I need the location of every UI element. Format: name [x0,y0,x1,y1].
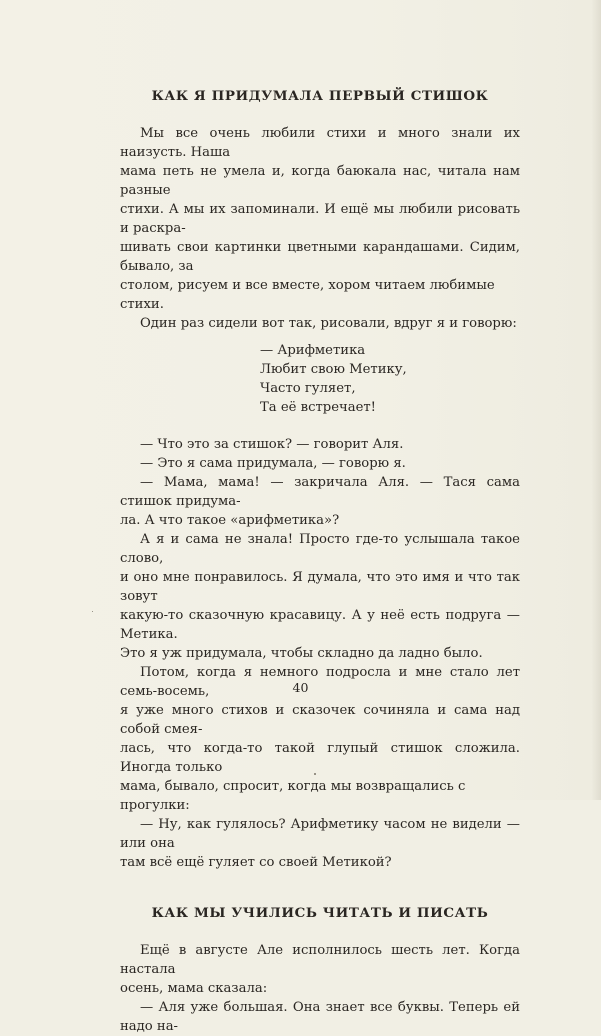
verse-line: Любит свою Метику, [260,362,407,377]
paragraph-line: Ещё в августе Але исполнилось шесть лет. Когда настала [120,943,520,977]
paragraph-intro-line-3: стихи. А мы их запоминали. И ещё мы любили рисовать и раскра- [120,202,520,236]
dialog-line: — Мама, мама! — закричала Аля. — Тася сама стишок придума- [120,475,520,509]
dialog-line: ла. А что такое «арифметика»? [120,513,340,528]
paragraph-line: осень, мама сказала: [120,981,268,996]
paragraph-line: Это я уж придумала, чтобы складно да ладно было. [120,646,483,661]
dialog-line: — Что это за стишок? — говорит Аля. [140,437,404,452]
paragraph-intro-line-2: мама петь не умела и, когда баюкала нас, читала нам разные [120,164,520,198]
paragraph-line: А я и сама не знала! Просто где-то услышала такое слово, [120,532,520,566]
paragraph-intro-line-5: столом, рисуем и все вместе, хором читаем любимые стихи. [120,278,495,312]
dialog-line: — Аля уже большая. Она знает все буквы. Теперь ей надо на- [120,1000,520,1034]
paragraph-line: я уже много стихов и сказочек сочиняла и сама над собой смея- [120,703,520,737]
poem-verse [260,341,520,417]
page-content [120,86,520,1036]
paragraph-line: мама, бывало, спросит, когда мы возвращались с прогулки: [120,779,466,813]
verse-line: — Арифметика [260,343,366,358]
paragraph-line: и оно мне понравилось. Я думала, что это имя и что так зовут [120,570,520,604]
paper-speck [314,773,316,775]
paragraph-once: Один раз сидели вот так, рисовали, вдруг я и говорю: [140,316,517,331]
verse-line: Часто гуляет, [260,381,356,396]
paper-speck [92,611,93,612]
dialog-line: там всё ещё гуляет со своей Метикой? [120,855,392,870]
paragraph-line: какую-то сказочную красавицу. А у неё есть подруга — Метика. [120,608,520,642]
section-1-title: КАК Я ПРИДУМАЛА ПЕРВЫЙ СТИШОК [151,88,489,104]
page-number: 40 [292,680,309,695]
paragraph-line: лась, что когда-то такой глупый стишок сложила. Иногда только [120,741,520,775]
dialog-line: — Ну, как гулялось? Арифметику часом не видели — или она [120,817,520,851]
paragraph-intro-line-1: Мы все очень любили стихи и много знали их наизусть. Наша [120,126,520,160]
paragraph-line: Потом, когда я немного подросла и мне стало лет семь-восемь, [120,665,520,699]
paragraph-intro-line-4: шивать свои картинки цветными карандашами. Сидим, бывало, за [120,240,520,274]
verse-line: Та её встречает! [260,400,376,415]
dialog-line: — Это я сама придумала, — говорю я. [140,456,406,471]
section-2-title: КАК МЫ УЧИЛИСЬ ЧИТАТЬ И ПИСАТЬ [151,905,489,921]
